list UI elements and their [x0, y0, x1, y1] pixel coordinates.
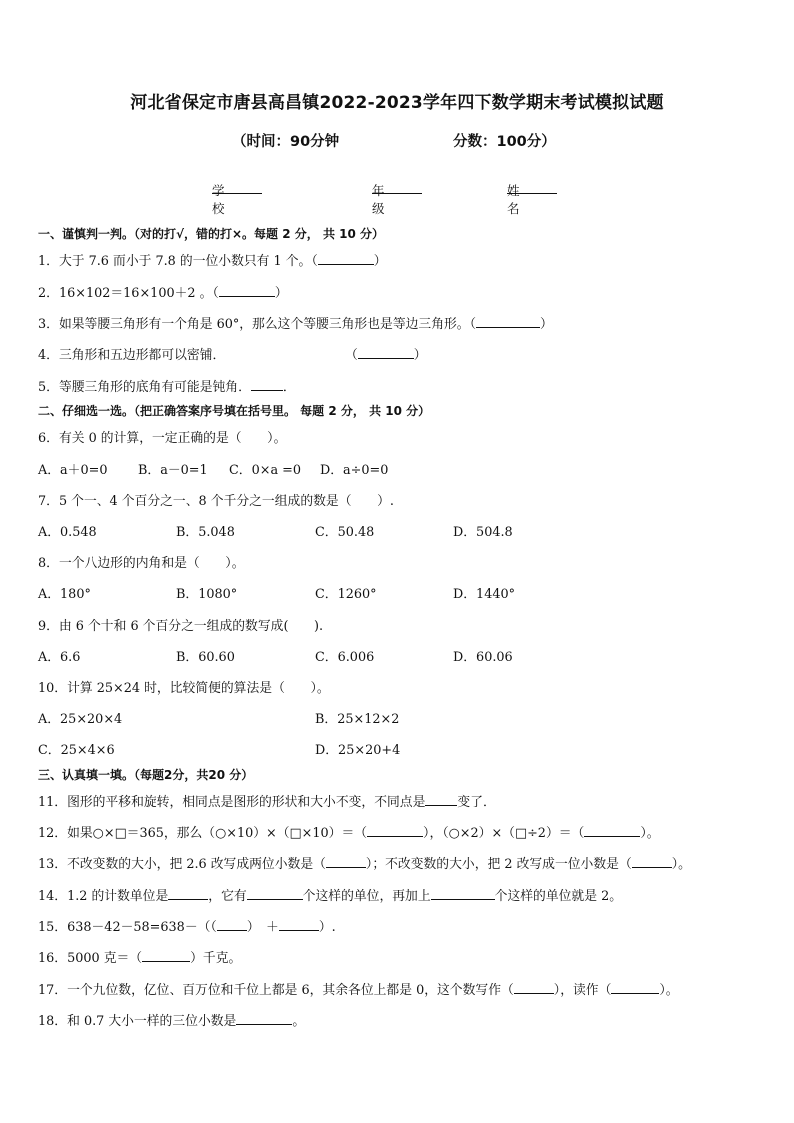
question-9-option-d: D．60.06 [453, 650, 513, 665]
question-1: 1．大于 7.6 而小于 7.8 的一位小数只有 1 个。（ ） [38, 254, 387, 269]
question-4: 4．三角形和五边形都可以密铺． [38, 348, 226, 363]
question-6: 6．有关 0 的计算，一定正确的是（ ）。 [38, 431, 287, 446]
question-14: 14．1.2 的计数单位是 ，它有 个这样的单位，再加上 个这样的单位就是 2。 [38, 889, 623, 904]
question-9: 9．由 6 个十和 6 个百分之一组成的数写成( ). [38, 619, 324, 634]
question-7-option-a: A．0.548 [38, 525, 97, 540]
question-15: 15．638－42－58=638－（（ ） ＋ ）. [38, 920, 336, 935]
section-heading-choose: 二、仔细选一选。（把正确答案序号填在括号里。 每题 2 分， 共 10 分） [38, 404, 431, 418]
question-7-option-c: C．50.48 [315, 525, 375, 540]
question-6-option-d: D．a÷0=0 [320, 463, 389, 478]
question-7-option-b: B．5.048 [176, 525, 235, 540]
exam-meta [0, 130, 794, 150]
question-7: 7．5 个一、4 个百分之一、8 个千分之一组成的数是（ ）. [38, 494, 394, 509]
question-8-option-d: D．1440° [453, 587, 516, 602]
question-6-option-c: C．0×a =0 [229, 463, 302, 478]
question-8: 8．一个八边形的内角和是（ ）。 [38, 556, 245, 571]
question-10-option-d: D．25×20+4 [315, 743, 401, 758]
question-8-option-a: A．180° [38, 587, 91, 602]
section-heading-judge: 一、谨慎判一判。（对的打√，错的打×。每题 2 分， 共 10 分） [38, 227, 384, 241]
question-9-option-c: C．6.006 [315, 650, 375, 665]
page-title: 河北省保定市唐县高昌镇2022-2023学年四下数学期末考试模拟试题 [130, 93, 664, 113]
question-6-option-b: B．a－0=1 [138, 463, 208, 478]
question-12: 12．如果○×□＝365，那么（○×10）×（□×10）＝（ ），（○×2）×（□÷2）＝（ ）。 [38, 826, 660, 841]
question-16: 16．5000 克＝（ ）千克。 [38, 951, 242, 966]
question-8-option-b: B．1080° [176, 587, 238, 602]
question-6-option-a: A．a＋0=0 [38, 463, 108, 478]
question-4-answer: （ ） [345, 348, 427, 363]
question-10-option-a: A．25×20×4 [38, 712, 123, 727]
question-5: 5．等腰三角形的底角有可能是钝角． ． [38, 380, 296, 395]
question-17: 17．一个九位数，亿位、百万位和千位上都是 6，其余各位上都是 0，这个数写作（ ），读作（ ）。 [38, 983, 679, 998]
question-8-option-c: C．1260° [315, 587, 377, 602]
question-10: 10．计算 25×24 时，比较简便的算法是（ ）。 [38, 681, 330, 696]
question-11: 11．图形的平移和旋转，相同点是图形的形状和大小不变，不同点是 变了． [38, 795, 496, 810]
score-label: 分数：100分） [453, 134, 556, 150]
question-7-option-d: D．504.8 [453, 525, 513, 540]
time-label: （时间：90分钟 [232, 134, 340, 150]
question-18: 18．和 0.7 大小一样的三位小数是 。 [38, 1014, 306, 1029]
question-10-option-c: C．25×4×6 [38, 743, 115, 758]
question-9-option-b: B．60.60 [176, 650, 235, 665]
question-10-option-b: B．25×12×2 [315, 712, 400, 727]
section-heading-fill: 三、认真填一填。（每题2分，共20 分） [38, 768, 254, 782]
question-9-option-a: A．6.6 [38, 650, 81, 665]
question-13: 13．不改变数的大小，把 2.6 改写成两位小数是（ ）；不改变数的大小，把 2 改写成一位小数是（ ）。 [38, 857, 691, 872]
question-3: 3．如果等腰三角形有一个角是 60°，那么这个等腰三角形也是等边三角形。（ ） [38, 317, 553, 332]
question-2: 2．16×102＝16×100＋2 。（ ） [38, 286, 288, 301]
student-info: 学校 年级 姓名 [0, 181, 794, 199]
